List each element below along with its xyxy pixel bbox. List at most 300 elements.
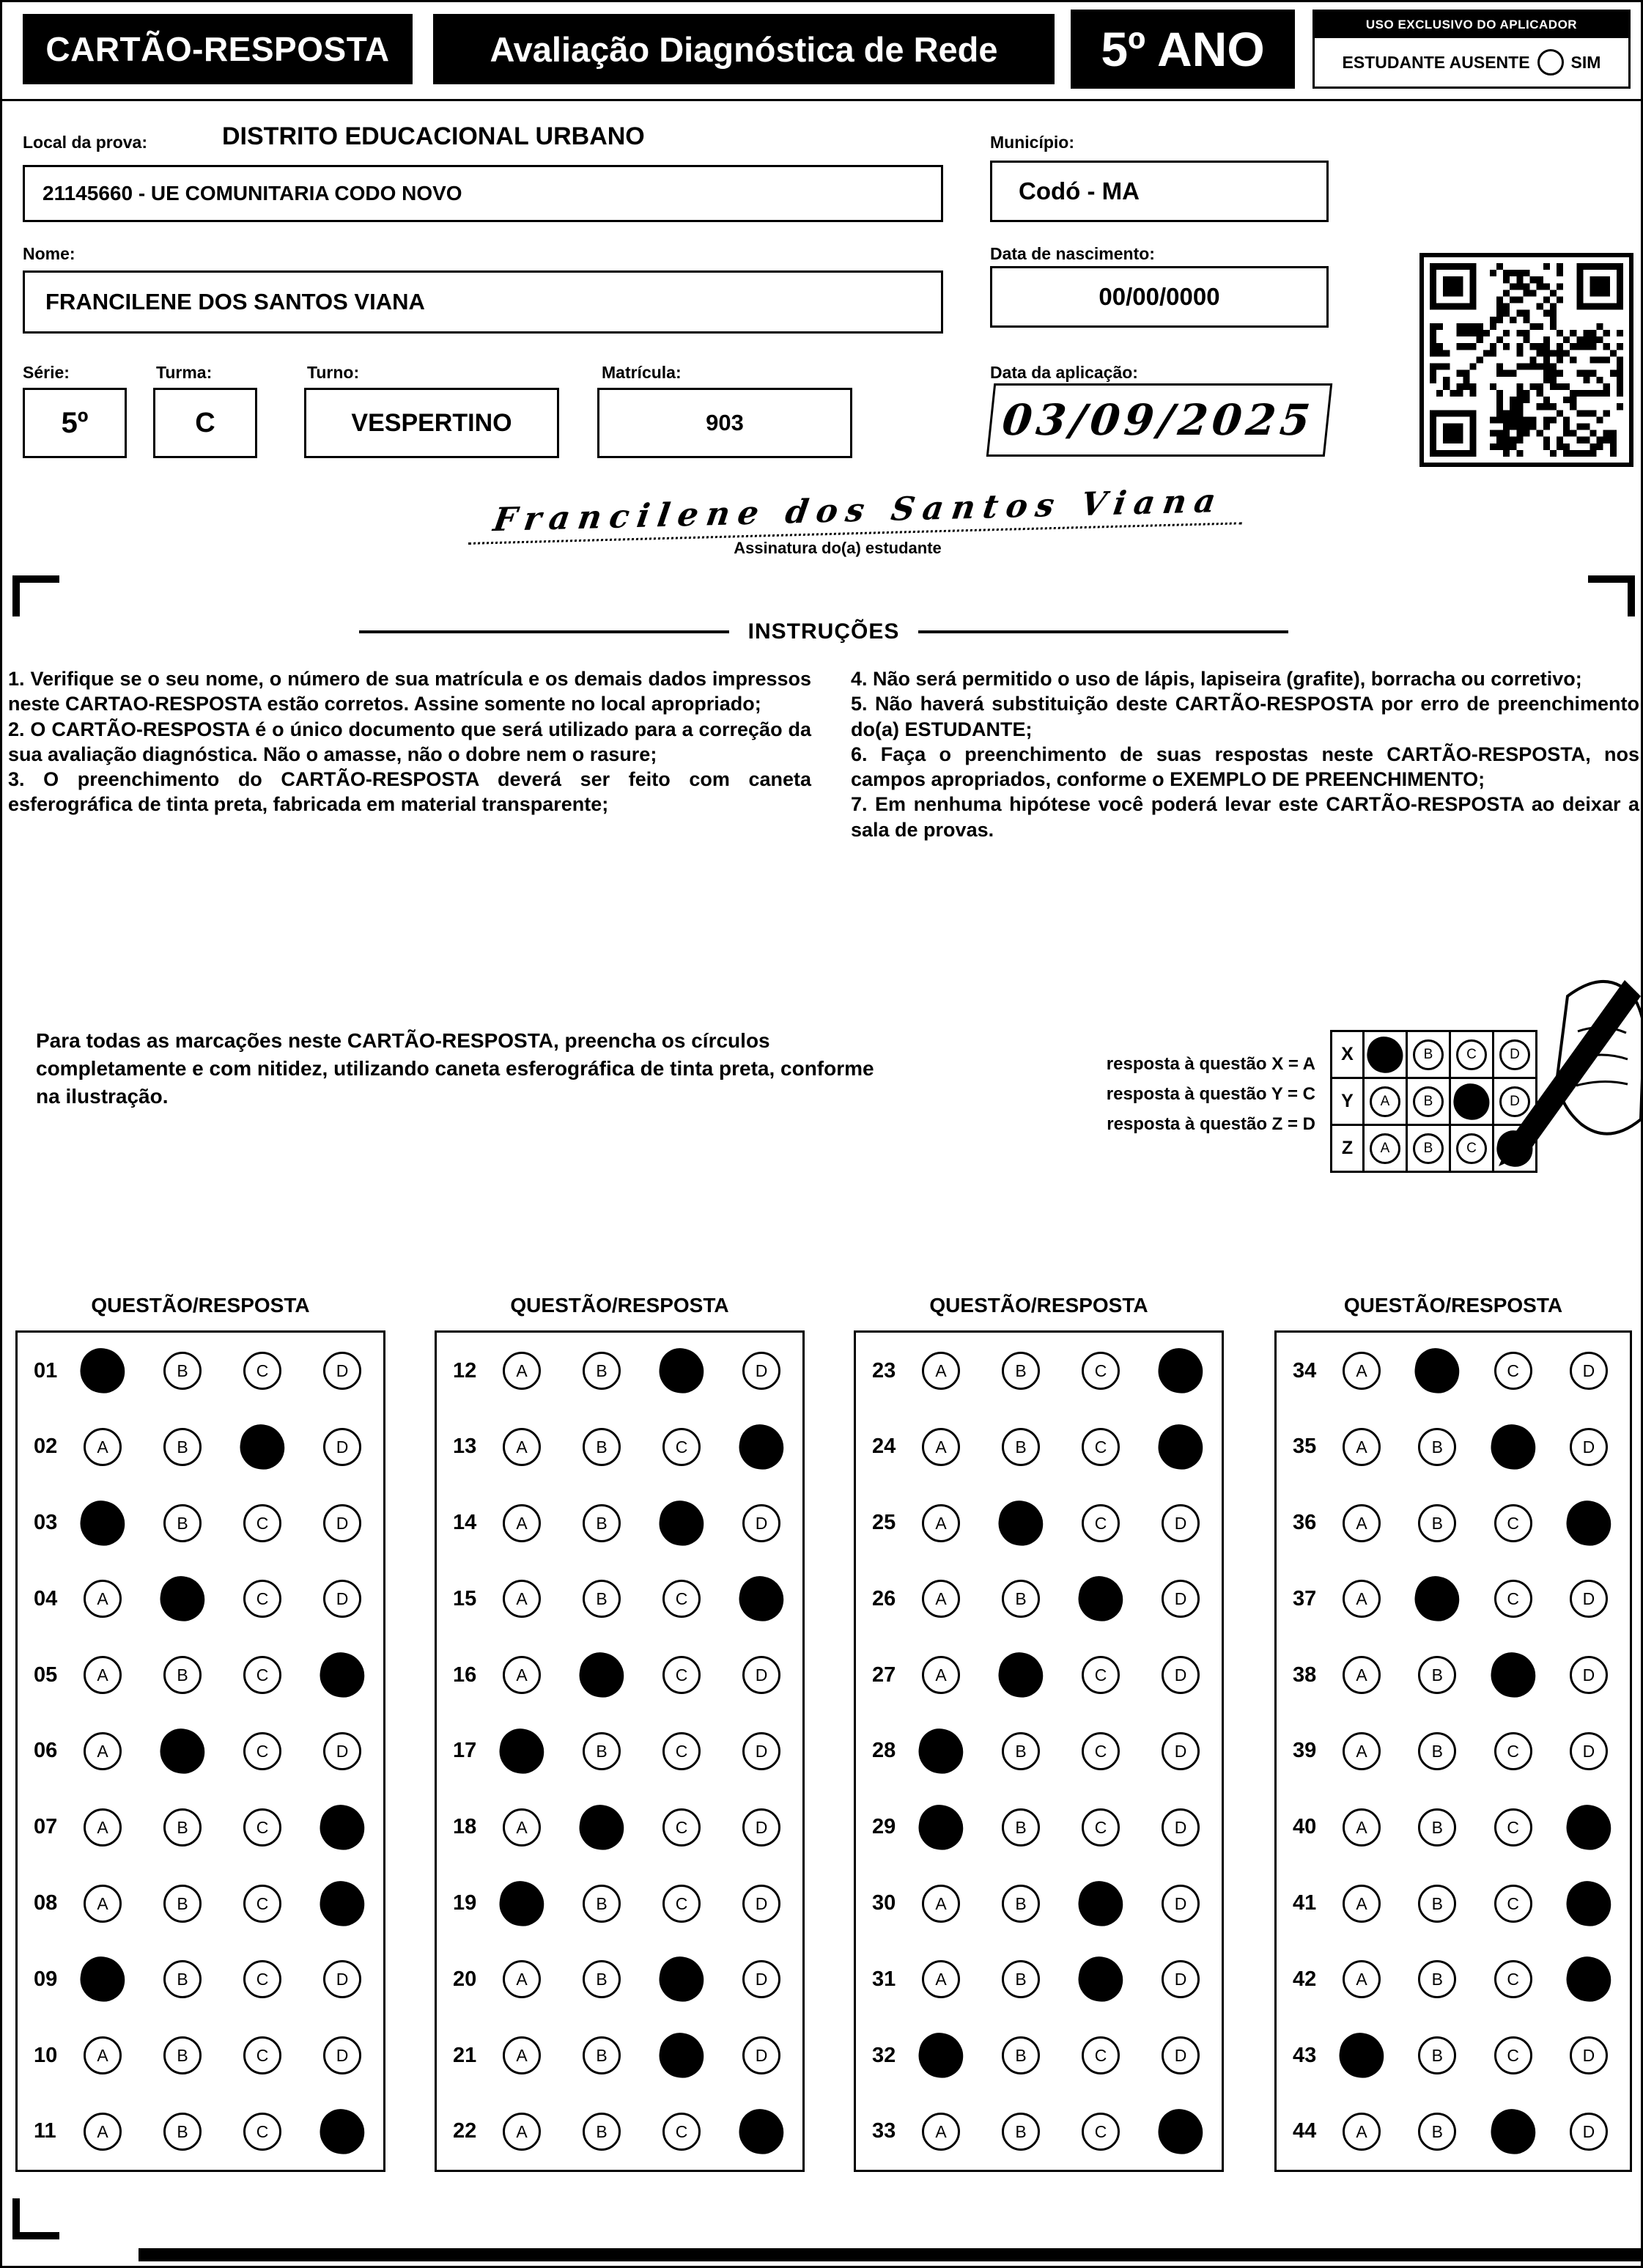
- answer-bubble-14-B[interactable]: B: [583, 1504, 621, 1542]
- answer-bubble-16-B[interactable]: [576, 1649, 627, 1701]
- answer-bubble-16-A[interactable]: A: [503, 1656, 541, 1694]
- answers-header-2: QUESTÃO/RESPOSTA: [510, 1294, 729, 1317]
- aplicacao-box: 03/09/2025: [986, 383, 1333, 457]
- answer-bubble-05-A[interactable]: A: [84, 1656, 122, 1694]
- answer-bubble-09-B[interactable]: B: [163, 1960, 202, 1998]
- answer-bubble-39-B[interactable]: B: [1418, 1732, 1456, 1770]
- answer-bubble-33-A[interactable]: A: [922, 2113, 960, 2151]
- answer-bubble-35-D[interactable]: D: [1570, 1428, 1608, 1466]
- answer-bubble-24-A[interactable]: A: [922, 1428, 960, 1466]
- qr-code: [1419, 253, 1633, 467]
- answer-bubble-07-C[interactable]: C: [243, 1808, 281, 1847]
- example-cell: [1407, 1031, 1450, 1078]
- applicator-exclusive-box: [1312, 10, 1631, 89]
- escola-box: 21145660 - UE COMUNITARIA CODO NOVO: [23, 165, 943, 222]
- answer-bubble-17-D[interactable]: D: [742, 1732, 780, 1770]
- question-row-28: [856, 1732, 1222, 1770]
- question-row-09: [18, 1960, 383, 1998]
- question-number: 43: [1293, 2043, 1317, 2067]
- answer-bubble-38-C[interactable]: [1488, 1649, 1539, 1701]
- options-group: [503, 1428, 780, 1466]
- answer-bubble-33-C[interactable]: C: [1082, 2113, 1120, 2151]
- instruction-item: 7. Em nenhuma hipótese você poderá levar este CARTÃO-RESPOSTA ao deixar a sala de provas.: [851, 793, 1639, 841]
- question-number: 01: [34, 1358, 58, 1382]
- answer-bubble-11-B[interactable]: B: [163, 2113, 202, 2151]
- answer-bubble-08-C[interactable]: C: [243, 1885, 281, 1923]
- answer-bubble-31-A[interactable]: A: [922, 1960, 960, 1998]
- corner-mark-left: [12, 575, 59, 616]
- answer-bubble-31-B[interactable]: B: [1002, 1960, 1040, 1998]
- options-group: [922, 2036, 1200, 2074]
- answer-bubble-27-A[interactable]: A: [922, 1656, 960, 1694]
- question-row-04: [18, 1580, 383, 1618]
- example-bubble-Y-A: A: [1370, 1086, 1400, 1117]
- answer-bubble-22-B[interactable]: B: [583, 2113, 621, 2151]
- answer-bubble-08-D[interactable]: [317, 1878, 368, 1929]
- turma-label: Turma:: [156, 363, 213, 382]
- answer-bubble-36-B[interactable]: B: [1418, 1504, 1456, 1542]
- answer-bubble-25-D[interactable]: D: [1162, 1504, 1200, 1542]
- answer-bubble-34-D[interactable]: D: [1570, 1352, 1608, 1390]
- answer-bubble-15-D[interactable]: [736, 1574, 787, 1625]
- answer-bubble-43-A[interactable]: [1336, 2030, 1387, 2081]
- instruction-item: 3. O preenchimento do CARTÃO-RESPOSTA deverá ser feito com caneta esferográfica de tinta preta, fabricada em material transparente;: [8, 768, 811, 816]
- answer-bubble-38-D[interactable]: D: [1570, 1656, 1608, 1694]
- nascimento-box: 00/00/0000: [990, 266, 1329, 328]
- answer-bubble-13-B[interactable]: B: [583, 1428, 621, 1466]
- answer-bubble-41-A[interactable]: A: [1343, 1885, 1381, 1923]
- question-row-43: [1277, 2036, 1630, 2074]
- answer-bubble-43-D[interactable]: D: [1570, 2036, 1608, 2074]
- nome-box: FRANCILENE DOS SANTOS VIANA: [23, 270, 943, 334]
- answer-bubble-11-D[interactable]: [317, 2106, 368, 2157]
- question-row-13: [437, 1428, 802, 1466]
- question-row-15: [437, 1580, 802, 1618]
- grade-badge: 5º ANO: [1071, 10, 1295, 89]
- answer-bubble-06-A[interactable]: A: [84, 1732, 122, 1770]
- answer-bubble-24-B[interactable]: B: [1002, 1428, 1040, 1466]
- answer-bubble-43-B[interactable]: B: [1418, 2036, 1456, 2074]
- answer-bubble-30-C[interactable]: [1075, 1878, 1126, 1929]
- question-number: 23: [872, 1358, 896, 1382]
- question-number: 34: [1293, 1358, 1317, 1382]
- answer-bubble-26-A[interactable]: A: [922, 1580, 960, 1618]
- instruction-item: 5. Não haverá substituição deste CARTÃO-RESPOSTA por erro de preenchimento do(a) ESTUDANTE;: [851, 693, 1639, 740]
- answer-bubble-12-C[interactable]: [656, 1345, 707, 1396]
- example-cell: [1407, 1125, 1450, 1172]
- answer-bubble-41-C[interactable]: C: [1494, 1885, 1532, 1923]
- options-group: [1343, 1732, 1608, 1770]
- answer-bubble-28-C[interactable]: C: [1082, 1732, 1120, 1770]
- options-group: [503, 1580, 780, 1618]
- answer-bubble-34-B[interactable]: [1412, 1345, 1463, 1396]
- answer-bubble-30-D[interactable]: D: [1162, 1885, 1200, 1923]
- question-number: 35: [1293, 1435, 1317, 1459]
- answer-bubble-20-D[interactable]: D: [742, 1960, 780, 1998]
- answer-bubble-18-D[interactable]: D: [742, 1808, 780, 1847]
- turma-box: C: [153, 388, 257, 458]
- question-row-29: [856, 1808, 1222, 1847]
- answer-bubble-04-C[interactable]: C: [243, 1580, 281, 1618]
- question-number: 21: [453, 2043, 477, 2067]
- question-row-37: [1277, 1580, 1630, 1618]
- answer-bubble-28-B[interactable]: B: [1002, 1732, 1040, 1770]
- answer-bubble-04-A[interactable]: A: [84, 1580, 122, 1618]
- answer-bubble-18-B[interactable]: [576, 1802, 627, 1853]
- local-prova-value: DISTRITO EDUCACIONAL URBANO: [222, 122, 645, 150]
- answer-bubble-05-B[interactable]: B: [163, 1656, 202, 1694]
- question-number: 30: [872, 1891, 896, 1915]
- answer-bubble-18-A[interactable]: A: [503, 1808, 541, 1847]
- question-row-18: [437, 1808, 802, 1847]
- answer-bubble-30-B[interactable]: B: [1002, 1885, 1040, 1923]
- answer-bubble-25-B[interactable]: [995, 1498, 1046, 1549]
- answer-bubble-17-C[interactable]: C: [662, 1732, 701, 1770]
- question-number: 29: [872, 1815, 896, 1839]
- answer-bubble-27-B[interactable]: [995, 1649, 1046, 1701]
- answer-bubble-33-D[interactable]: [1155, 2106, 1206, 2157]
- question-number: 25: [872, 1511, 896, 1535]
- answer-bubble-20-A[interactable]: A: [503, 1960, 541, 1998]
- instruction-item: 1. Verifique se o seu nome, o número de sua matrícula e os demais dados impressos neste CARTAO-RESPOSTA estão corretos. Assine somente no local apropriado;: [8, 668, 811, 715]
- answer-bubble-40-B[interactable]: B: [1418, 1808, 1456, 1847]
- instruction-item: 4. Não será permitido o uso de lápis, lapiseira (grafite), borracha ou corretivo;: [851, 668, 1582, 690]
- question-number: 14: [453, 1511, 477, 1535]
- answer-bubble-24-C[interactable]: C: [1082, 1428, 1120, 1466]
- answer-bubble-42-D[interactable]: [1563, 1954, 1614, 2006]
- answer-bubble-29-C[interactable]: C: [1082, 1808, 1120, 1847]
- answer-bubble-24-D[interactable]: [1155, 1421, 1206, 1473]
- answer-bubble-08-B[interactable]: B: [163, 1885, 202, 1923]
- question-number: 17: [453, 1739, 477, 1763]
- answer-bubble-16-C[interactable]: C: [662, 1656, 701, 1694]
- answer-bubble-32-B[interactable]: B: [1002, 2036, 1040, 2074]
- corner-mark-bottom: [12, 2198, 59, 2239]
- options-group: [922, 1656, 1200, 1694]
- signature-handwriting: Francilene dos Santos Viana: [468, 482, 1248, 545]
- answer-bubble-37-C[interactable]: C: [1494, 1580, 1532, 1618]
- answer-bubble-42-C[interactable]: C: [1494, 1960, 1532, 1998]
- example-row-label: X: [1332, 1031, 1364, 1078]
- answer-bubble-12-B[interactable]: B: [583, 1352, 621, 1390]
- answer-bubble-40-A[interactable]: A: [1343, 1808, 1381, 1847]
- answer-bubble-37-B[interactable]: [1412, 1574, 1463, 1625]
- answer-bubble-21-C[interactable]: [656, 2030, 707, 2081]
- answer-bubble-35-A[interactable]: A: [1343, 1428, 1381, 1466]
- question-row-12: [437, 1352, 802, 1390]
- answer-bubble-43-C[interactable]: C: [1494, 2036, 1532, 2074]
- answer-bubble-39-C[interactable]: C: [1494, 1732, 1532, 1770]
- instructions-rule-right: [918, 630, 1288, 633]
- answer-bubble-23-C[interactable]: C: [1082, 1352, 1120, 1390]
- answer-bubble-29-B[interactable]: B: [1002, 1808, 1040, 1847]
- answer-bubble-26-C[interactable]: [1075, 1574, 1126, 1625]
- question-number: 06: [34, 1739, 58, 1763]
- answer-bubble-10-B[interactable]: B: [163, 2036, 202, 2074]
- options-group: [1343, 1885, 1608, 1923]
- answer-bubble-04-B[interactable]: [157, 1574, 208, 1625]
- answer-bubble-42-B[interactable]: B: [1418, 1960, 1456, 1998]
- answer-bubble-17-B[interactable]: B: [583, 1732, 621, 1770]
- answer-bubble-29-D[interactable]: D: [1162, 1808, 1200, 1847]
- signature-block: [471, 482, 1227, 558]
- applicator-exclusive-label: USO EXCLUSIVO DO APLICADOR: [1315, 12, 1628, 38]
- answer-bubble-31-C[interactable]: [1075, 1954, 1126, 2006]
- question-row-42: [1277, 1960, 1630, 1998]
- answer-bubble-11-C[interactable]: C: [243, 2113, 281, 2151]
- question-row-35: [1277, 1428, 1630, 1466]
- answer-bubble-06-D[interactable]: D: [323, 1732, 361, 1770]
- answer-bubble-40-D[interactable]: [1563, 1802, 1614, 1853]
- answer-bubble-17-A[interactable]: [496, 1726, 547, 1777]
- answer-bubble-44-A[interactable]: A: [1343, 2113, 1381, 2151]
- answer-bubble-28-D[interactable]: D: [1162, 1732, 1200, 1770]
- answer-bubble-06-C[interactable]: C: [243, 1732, 281, 1770]
- options-group: [84, 2036, 361, 2074]
- turno-box: VESPERTINO: [304, 388, 559, 458]
- answer-bubble-38-B[interactable]: B: [1418, 1656, 1456, 1694]
- answer-bubble-06-B[interactable]: [157, 1726, 208, 1777]
- answer-bubble-20-B[interactable]: B: [583, 1960, 621, 1998]
- answer-bubble-10-D[interactable]: D: [323, 2036, 361, 2074]
- answer-bubble-29-A[interactable]: [915, 1802, 967, 1853]
- hand-pen-illustration: [1452, 961, 1643, 1203]
- answer-bubble-01-C[interactable]: C: [243, 1352, 281, 1390]
- turno-label: Turno:: [307, 363, 360, 382]
- answer-bubble-42-A[interactable]: A: [1343, 1960, 1381, 1998]
- answer-bubble-03-C[interactable]: C: [243, 1504, 281, 1542]
- answer-bubble-44-B[interactable]: B: [1418, 2113, 1456, 2151]
- options-group: [922, 1960, 1200, 1998]
- student-absent-circle[interactable]: [1537, 49, 1564, 76]
- legend-item: resposta à questão Y = C: [1106, 1084, 1315, 1104]
- answer-bubble-22-A[interactable]: A: [503, 2113, 541, 2151]
- answer-bubble-03-D[interactable]: D: [323, 1504, 361, 1542]
- answer-bubble-41-B[interactable]: B: [1418, 1885, 1456, 1923]
- answer-bubble-15-C[interactable]: C: [662, 1580, 701, 1618]
- answer-bubble-19-A[interactable]: [496, 1878, 547, 1929]
- answer-bubble-19-B[interactable]: B: [583, 1885, 621, 1923]
- answer-bubble-40-C[interactable]: C: [1494, 1808, 1532, 1847]
- answer-bubble-07-A[interactable]: A: [84, 1808, 122, 1847]
- bottom-timing-bar: [139, 2248, 1643, 2261]
- answer-bubble-09-A[interactable]: [77, 1954, 128, 2006]
- question-number: 31: [872, 1967, 896, 1991]
- answer-bubble-13-C[interactable]: C: [662, 1428, 701, 1466]
- answer-bubble-14-C[interactable]: [656, 1498, 707, 1549]
- options-group: [922, 1504, 1200, 1542]
- options-group: [1343, 1504, 1608, 1542]
- answer-bubble-36-D[interactable]: [1563, 1498, 1614, 1549]
- answer-bubble-23-D[interactable]: [1155, 1345, 1206, 1396]
- question-row-01: [18, 1352, 383, 1390]
- answer-bubble-01-D[interactable]: D: [323, 1352, 361, 1390]
- answer-bubble-44-D[interactable]: D: [1570, 2113, 1608, 2151]
- options-group: [922, 1808, 1200, 1847]
- example-cell: [1364, 1078, 1407, 1125]
- answer-bubble-37-D[interactable]: D: [1570, 1580, 1608, 1618]
- instructions-header: [2, 619, 1643, 644]
- options-group: [922, 1732, 1200, 1770]
- answer-bubble-01-A[interactable]: [77, 1345, 128, 1396]
- question-number: 32: [872, 2043, 896, 2067]
- answer-bubble-39-A[interactable]: A: [1343, 1732, 1381, 1770]
- answer-bubble-10-A[interactable]: A: [84, 2036, 122, 2074]
- question-number: 07: [34, 1815, 58, 1839]
- answer-bubble-11-A[interactable]: A: [84, 2113, 122, 2151]
- options-group: [84, 1960, 361, 1998]
- answer-bubble-05-C[interactable]: C: [243, 1656, 281, 1694]
- answer-bubble-09-D[interactable]: D: [323, 1960, 361, 1998]
- answer-bubble-38-A[interactable]: A: [1343, 1656, 1381, 1694]
- answer-bubble-32-A[interactable]: [915, 2030, 967, 2081]
- answer-bubble-30-A[interactable]: A: [922, 1885, 960, 1923]
- corner-mark-right: [1588, 575, 1635, 616]
- question-row-05: [18, 1656, 383, 1694]
- nome-label: Nome:: [23, 244, 75, 263]
- example-bubble-X-A: [1365, 1034, 1406, 1075]
- answers-header-3: QUESTÃO/RESPOSTA: [929, 1294, 1148, 1317]
- signature-caption: Assinatura do(a) estudante: [734, 539, 942, 557]
- instructions-right-column: [851, 666, 1639, 842]
- options-group: [84, 2113, 361, 2151]
- answer-bubble-44-C[interactable]: [1488, 2106, 1539, 2157]
- answer-bubble-36-A[interactable]: A: [1343, 1504, 1381, 1542]
- answer-bubble-20-C[interactable]: [656, 1954, 707, 2006]
- answer-bubble-33-B[interactable]: B: [1002, 2113, 1040, 2151]
- answer-bubble-14-D[interactable]: D: [742, 1504, 780, 1542]
- question-row-34: [1277, 1352, 1630, 1390]
- answer-bubble-31-D[interactable]: D: [1162, 1960, 1200, 1998]
- answer-bubble-22-D[interactable]: [736, 2106, 787, 2157]
- answer-bubble-39-D[interactable]: D: [1570, 1732, 1608, 1770]
- question-row-14: [437, 1504, 802, 1542]
- answer-bubble-07-B[interactable]: B: [163, 1808, 202, 1847]
- answer-bubble-14-A[interactable]: A: [503, 1504, 541, 1542]
- answer-bubble-21-B[interactable]: B: [583, 2036, 621, 2074]
- example-bubble-Z-B: B: [1413, 1133, 1444, 1164]
- example-bubble-Z-A: A: [1370, 1133, 1400, 1164]
- answer-bubble-02-C[interactable]: [237, 1421, 288, 1473]
- aplicacao-label: Data da aplicação:: [990, 363, 1138, 382]
- answer-bubble-36-C[interactable]: C: [1494, 1504, 1532, 1542]
- answer-bubble-01-B[interactable]: B: [163, 1352, 202, 1390]
- question-row-02: [18, 1428, 383, 1466]
- answer-bubble-21-D[interactable]: D: [742, 2036, 780, 2074]
- question-row-06: [18, 1732, 383, 1770]
- answers-column-3: [854, 1330, 1224, 2172]
- matricula-label: Matrícula:: [602, 363, 682, 382]
- options-group: [1343, 2113, 1608, 2151]
- question-row-10: [18, 2036, 383, 2074]
- answer-bubble-15-B[interactable]: B: [583, 1580, 621, 1618]
- answer-bubble-27-D[interactable]: D: [1162, 1656, 1200, 1694]
- question-number: 12: [453, 1358, 477, 1382]
- answer-bubble-32-C[interactable]: C: [1082, 2036, 1120, 2074]
- answer-bubble-19-D[interactable]: D: [742, 1885, 780, 1923]
- answer-bubble-04-D[interactable]: D: [323, 1580, 361, 1618]
- answer-bubble-28-A[interactable]: [915, 1726, 967, 1777]
- options-group: [84, 1580, 361, 1618]
- question-number: 27: [872, 1663, 896, 1687]
- example-bubble-X-D: D: [1499, 1039, 1530, 1070]
- answer-bubble-34-A[interactable]: A: [1343, 1352, 1381, 1390]
- question-row-20: [437, 1960, 802, 1998]
- options-group: [84, 1428, 361, 1466]
- options-group: [84, 1885, 361, 1923]
- question-number: 38: [1293, 1663, 1317, 1687]
- answer-bubble-07-D[interactable]: [317, 1802, 368, 1853]
- question-number: 37: [1293, 1586, 1317, 1610]
- answer-bubble-08-A[interactable]: A: [84, 1885, 122, 1923]
- answer-bubble-03-B[interactable]: B: [163, 1504, 202, 1542]
- local-prova-label: Local da prova:: [23, 133, 147, 152]
- answer-bubble-16-D[interactable]: D: [742, 1656, 780, 1694]
- answer-bubble-02-B[interactable]: B: [163, 1428, 202, 1466]
- student-absent-label: ESTUDANTE AUSENTE: [1342, 52, 1530, 72]
- answer-bubble-37-A[interactable]: A: [1343, 1580, 1381, 1618]
- answer-bubble-27-C[interactable]: C: [1082, 1656, 1120, 1694]
- options-group: [84, 1732, 361, 1770]
- options-group: [503, 2113, 780, 2151]
- answer-bubble-13-D[interactable]: [736, 1421, 787, 1473]
- answer-bubble-13-A[interactable]: A: [503, 1428, 541, 1466]
- answer-bubble-35-C[interactable]: [1488, 1421, 1539, 1473]
- example-cell: [1407, 1078, 1450, 1125]
- question-row-17: [437, 1732, 802, 1770]
- answer-bubble-22-C[interactable]: C: [662, 2113, 701, 2151]
- answer-bubble-02-A[interactable]: A: [84, 1428, 122, 1466]
- answer-bubble-21-A[interactable]: A: [503, 2036, 541, 2074]
- example-bubble-Z-C: C: [1456, 1133, 1487, 1164]
- question-number: 22: [453, 2119, 477, 2143]
- answer-bubble-02-D[interactable]: D: [323, 1428, 361, 1466]
- question-row-27: [856, 1656, 1222, 1694]
- question-number: 13: [453, 1435, 477, 1459]
- answer-bubble-23-B[interactable]: B: [1002, 1352, 1040, 1390]
- question-number: 39: [1293, 1739, 1317, 1763]
- question-number: 33: [872, 2119, 896, 2143]
- answer-bubble-03-A[interactable]: [77, 1498, 128, 1549]
- question-row-39: [1277, 1732, 1630, 1770]
- answers-header-1: QUESTÃO/RESPOSTA: [91, 1294, 310, 1317]
- answer-bubble-25-A[interactable]: A: [922, 1504, 960, 1542]
- answer-bubble-18-C[interactable]: C: [662, 1808, 701, 1847]
- answer-bubble-32-D[interactable]: D: [1162, 2036, 1200, 2074]
- options-group: [84, 1808, 361, 1847]
- question-number: 41: [1293, 1891, 1317, 1915]
- answer-bubble-41-D[interactable]: [1563, 1878, 1614, 1929]
- question-number: 28: [872, 1739, 896, 1763]
- answer-bubble-26-D[interactable]: D: [1162, 1580, 1200, 1618]
- header-divider: [2, 99, 1643, 101]
- answer-bubble-12-D[interactable]: D: [742, 1352, 780, 1390]
- answer-bubble-05-D[interactable]: [317, 1649, 368, 1701]
- answer-bubble-34-C[interactable]: C: [1494, 1352, 1532, 1390]
- answer-bubble-23-A[interactable]: A: [922, 1352, 960, 1390]
- answer-bubble-10-C[interactable]: C: [243, 2036, 281, 2074]
- answer-bubble-26-B[interactable]: B: [1002, 1580, 1040, 1618]
- serie-label: Série:: [23, 363, 70, 382]
- answer-bubble-25-C[interactable]: C: [1082, 1504, 1120, 1542]
- answer-bubble-09-C[interactable]: C: [243, 1960, 281, 1998]
- example-bubble-Y-B: B: [1413, 1086, 1444, 1117]
- answer-bubble-19-C[interactable]: C: [662, 1885, 701, 1923]
- answer-bubble-35-B[interactable]: B: [1418, 1428, 1456, 1466]
- answer-bubble-15-A[interactable]: A: [503, 1580, 541, 1618]
- answer-bubble-12-A[interactable]: A: [503, 1352, 541, 1390]
- example-bubble-Y-D: D: [1499, 1086, 1530, 1117]
